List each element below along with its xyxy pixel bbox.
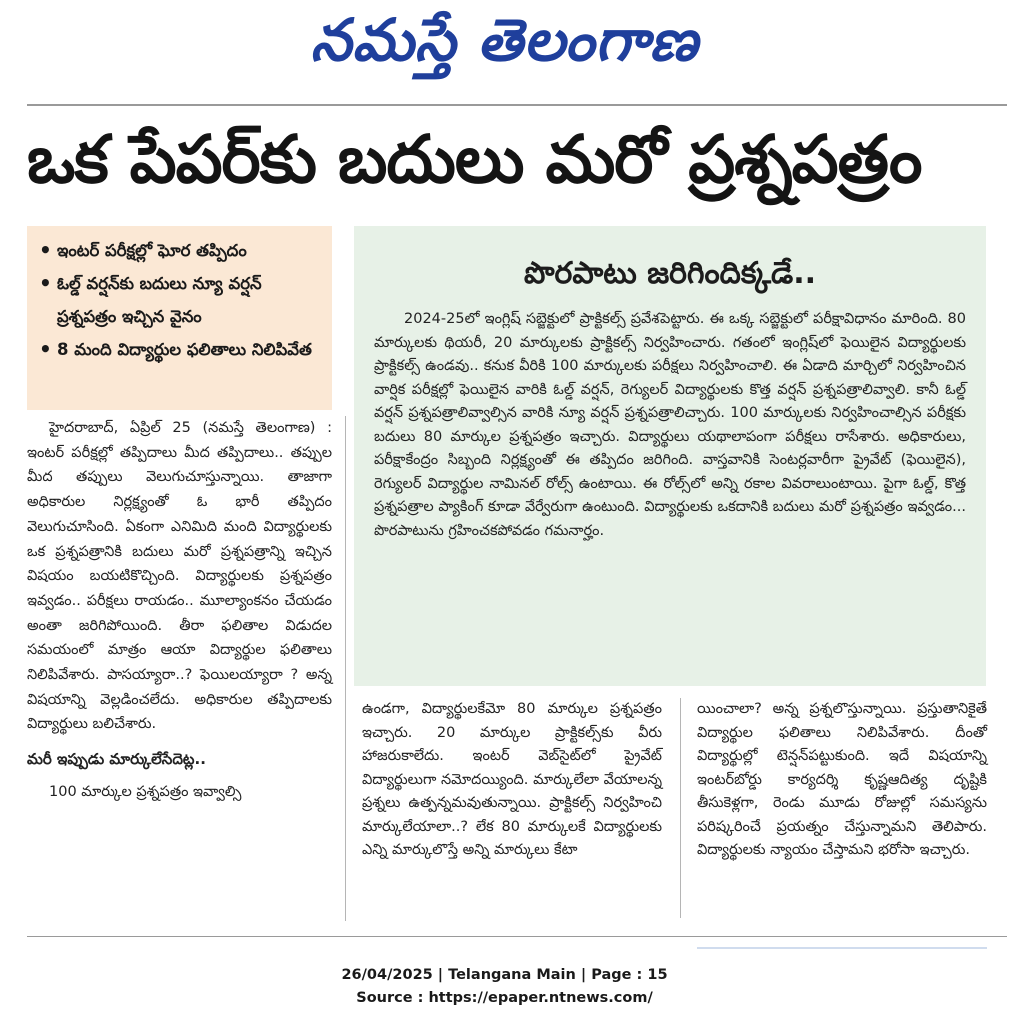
article-column-2 — [362, 698, 662, 918]
column-divider — [680, 698, 681, 918]
bottom-divider — [27, 936, 1007, 937]
sidebar-box-body: 2024-25లో ఇంగ్లిష్‌ సబ్జెక్టులో ప్రాక్టికల్స్‌ ప్రవేశపెట్టారు. ఈ ఒక్క సబ్జెక్టులో పరీక్షావిధానం మారింది. 80 మార్కులకు థియరీ, 20 మార్కులకు ప్రాక్టికల్స్‌ నిర్వహించారు. గతంలో ఇంగ్లిష్‌లో ఫెయిలైన విద్యార్థులకు ప్రాక్టికల్స్‌ ఉండవు.. కనుక వీరికి 100 మార్కులకు పరీక్షలు నిర్వహించాలి. ఈ ఏడాది మార్చిలో నిర్వహించిన వార్షిక పరీక్షల్లో ఫెయిలైన వారికి ఓల్డ్‌ వర్షన్‌, రెగ్యులర్‌ విద్యార్థులకు కొత్త వర్షన్‌ ప్రశ్నపత్రాలివ్వాలి. కానీ ఓల్డ్‌ వర్షన్‌ ప్రశ్నపత్రాలివ్వాల్సిన వారికి న్యూ వర్షన్‌ ప్రశ్నపత్రాలిచ్చారు. 100 మార్కులకు నిర్వహించాల్సిన పరీక్షకు బదులు 80 మార్కుల ప్రశ్నపత్రం ఇచ్చారు. విద్యార్థులు యథాలాపంగా పరీక్షలు రాసేశారు. అధికారులు, పరీక్షాకేంద్రం సిబ్బంది నిర్లక్ష్యంతో ఈ తప్పిదం జరిగింది. వాస్తవానికి సెంటర్లవారీగా ప్రైవేట్‌ (ఫెయిలైన), రెగ్యులర్‌ విద్యార్థుల నామినల్‌ రోల్స్‌ ఉంటాయి. ఈ రోల్స్‌లో అన్ని రకాల వివరాలుంటాయి. పైగా ఓల్డ్‌, కొత్త ప్రశ్నపత్రాల ప్యాకింగ్‌ కూడా వేర్వేరుగా ఉంటుంది. విద్యార్థులకు ఒకదానికి బదులు మరో ప్రశ్నపత్రం ఇవ్వడం... పొరపాటును గ్రహించకపోవడం గమనార్హం. — [374, 311, 966, 539]
article-paragraph: 100 మార్కుల ప్రశ్నపత్రం ఇవ్వాల్సి — [49, 783, 242, 800]
article-paragraph: హైదరాబాద్‌, ఏప్రిల్‌ 25 (నమస్తే తెలంగాణ) : ఇంటర్‌ పరీక్షల్లో తప్పిదాలు మీద తప్పిదాలు.. తప్పుల మీద తప్పులు వెలుగుచూస్తున్నాయి. తాజాగా అధికారుల నిర్లక్ష్యంతో ఓ భారీ తప్పిదం వెలుగుచూసింది. ఏకంగా ఎనిమిది మంది విద్యార్థులకు ఒక ప్రశ్నపత్రానికి బదులు మరో ప్రశ్నపత్రాన్ని ఇచ్చిన విషయం బయటికొచ్చింది. విద్యార్థులకు ప్రశ్నపత్రం ఇవ్వడం.. పరీక్షలు రాయడం.. మూల్యాంకనం చేయడం అంతా జరిగిపోయింది. తీరా ఫలితాల విడుదల సమయంలో మాత్రం ఆయా విద్యార్థుల ఫలితాలు నిలిపివేశారు. పాసయ్యారా..? ఫెయిలయ్యారా ? అన్న విషయాన్ని వెల్లడించలేదు. అధికారుల తప్పిదాలకు విద్యార్థులు బలిచేశారు. — [27, 420, 332, 733]
sidebar-box-title: పొరపాటు జరిగిందిక్కడే.. — [524, 256, 816, 291]
article-paragraph: ఉండగా, విద్యార్థులకేమో 80 మార్కుల ప్రశ్నపత్రం ఇచ్చారు. 20 మార్కుల ప్రాక్టికల్స్‌కు వీరు హాజరుకాలేదు. ఇంటర్‌ వెబ్‌సైట్‌లో ప్రైవేట్‌ విద్యార్థులుగా నమోదయ్యింది. మార్కులేలా వేయాలన్న ప్రశ్నలు ఉత్పన్నమవుతున్నాయి. ప్రాక్టికల్స్‌ నిర్వహించి మార్కులేయాలా..? లేక 80 మార్కులకే విద్యార్థులకు ఎన్ని మార్కులొస్తే అన్ని మార్కులు కేటా — [362, 701, 662, 858]
highlight-item: • 8 మంది విద్యార్థుల ఫలితాలు నిలిపివేత — [39, 333, 324, 366]
highlights-box — [27, 226, 332, 410]
article-column-3 — [697, 698, 987, 918]
article-subheading: మరీ ఇప్పుడు మార్కులేసేదెట్ల.. — [27, 750, 206, 769]
source-info: Source : https://epaper.ntnews.com/ — [356, 990, 653, 1006]
article-column-1 — [27, 416, 332, 921]
highlights-list — [39, 234, 324, 366]
masthead — [0, 0, 1009, 100]
newspaper-logo: నమస్తే తెలంగాణ — [310, 6, 699, 74]
article-paragraph: యించాలా? అన్న ప్రశ్నలొస్తున్నాయి. ప్రస్తుతానికైతే విద్యార్థుల ఫలితాలు నిలిపివేశారు. దీంతో విద్యార్థుల్లో టెన్షన్‌పట్టుకుంది. ఇదే విషయాన్ని ఇంటర్‌బోర్డు కార్యదర్శి కృష్ణఆదిత్య దృష్టికి తీసుకెళ్లగా, రెండు మూడు రోజుల్లో సమస్యను పరిష్కరించే ప్రయత్నం చేస్తున్నామని తెలిపారు. విద్యార్థులకు న్యాయం చేస్తామని భరోసా ఇచ్చారు. — [697, 701, 987, 858]
article-headline: ఒక పేపర్‌కు బదులు మరో ప్రశ్నపత్రం — [27, 121, 922, 198]
column-divider — [345, 416, 346, 921]
page-footer — [0, 964, 1009, 1010]
sidebar-box — [354, 226, 986, 686]
accent-divider — [697, 947, 987, 949]
edition-info: 26/04/2025 | Telangana Main | Page : 15 — [341, 967, 668, 983]
highlight-item: • ఇంటర్‌ పరీక్షల్లో ఘోర తప్పిదం — [39, 234, 324, 267]
top-divider — [27, 104, 1007, 106]
highlight-item: • ఓల్డ్‌ వర్షన్‌కు బదులు న్యూ వర్షన్‌ ప్రశ్నపత్రం ఇచ్చిన వైనం — [39, 267, 324, 333]
